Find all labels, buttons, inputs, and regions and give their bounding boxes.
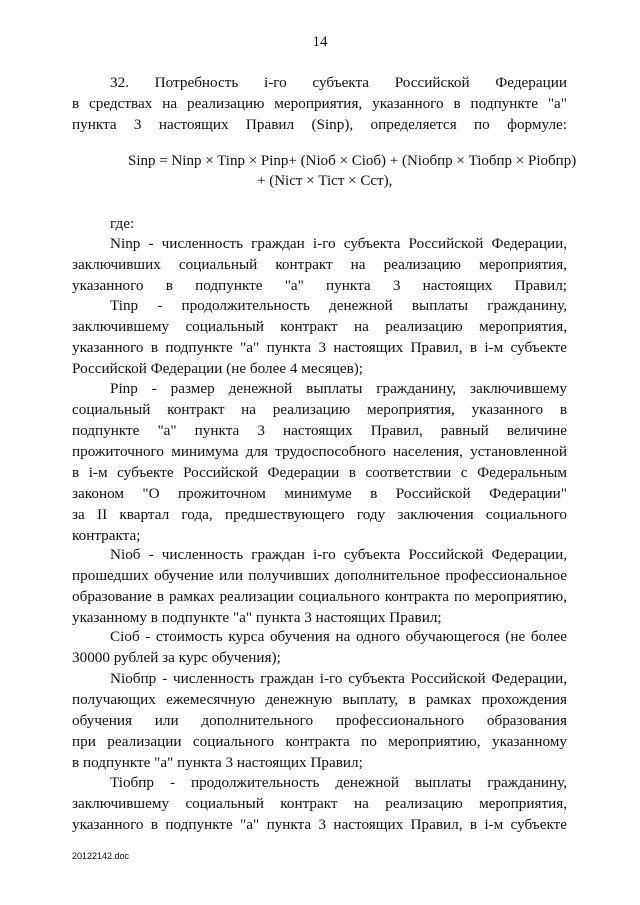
text-line: при реализации социального контракта по мероприятию, указанному [72, 733, 567, 750]
text-line: 32. Потребность i-го субъекта Российской Федерации [110, 74, 567, 91]
definition-tinp [72, 295, 567, 379]
formula-line-1: Sinp = Ninp × Tinp × Pinp+ (Niоб × Ciоб) + (Niобпр × Tiобпр × Piобпр) [128, 153, 577, 169]
text-line: Pinp - размер денежной выплаты гражданину, заключившему [110, 380, 567, 397]
text-line: пункта 3 настоящих Правил (Sinp), определяется по формуле: [72, 116, 567, 133]
text-line: получающих ежемесячную денежную выплату, в рамках прохождения [72, 691, 567, 708]
text-line: подпункте "а" пункта 3 настоящих Правил, равный величине [72, 422, 567, 439]
text-line: где: [110, 215, 135, 232]
file-name-footer: 20122142.doc [72, 851, 130, 861]
text-line: законом "О прожиточном минимуме в Российской Федерации" [72, 485, 567, 502]
text-line: обучения или дополнительного профессионального образования [72, 712, 567, 729]
definition-tiobpr [72, 772, 567, 835]
text-line: в подпункте "а" пункта 3 настоящих Правил; [72, 754, 363, 771]
text-line: в i-м субъекте Российской Федерации в соответствии с Федеральным [72, 464, 567, 481]
definition-niob [72, 544, 567, 628]
text-line: Tinp - продолжительность денежной выплаты гражданину, [110, 297, 567, 314]
text-line: заключивших социальный контракт на реализацию мероприятия, [72, 256, 567, 273]
text-line: прошедших обучение или получивших дополнительное профессиональное [72, 567, 567, 584]
formula-line-2: + (Nicт × Ticт × Ccт), [257, 173, 393, 189]
text-line: 30000 рублей за курс обучения); [72, 649, 281, 666]
text-line: указанного в подпункте "а" пункта 3 настоящих Правил; [72, 277, 567, 294]
page-number: 14 [312, 34, 328, 50]
text-line: в средствах на реализацию мероприятия, указанного в подпункте "а" [72, 95, 567, 112]
text-line: Ninp - численность граждан i-го субъекта Российской Федерации, [110, 235, 567, 252]
text-line: указанного в подпункте "а" пункта 3 настоящих Правил, в i-м субъекте [72, 816, 567, 833]
definition-ciob [72, 626, 567, 668]
definition-pinp [72, 378, 567, 546]
text-line: за II квартал года, предшествующего году заключения социального [72, 506, 567, 523]
text-line: Tiобпр - продолжительность денежной выплаты гражданину, [110, 774, 567, 791]
text-line: Ciоб - стоимость курса обучения на одного обучающегося (не более [110, 628, 567, 645]
text-line: заключившему социальный контракт на реализацию мероприятия, [72, 318, 567, 335]
text-line: Российской Федерации (не более 4 месяцев); [72, 360, 364, 377]
text-line: заключившему социальный контракт на реализацию мероприятия, [72, 795, 567, 812]
text-line: указанному в подпункте "а" пункта 3 настоящих Правил; [72, 609, 442, 626]
text-line: образование в рамках реализации социального контракта по мероприятию, [72, 588, 567, 605]
text-line: Niоб - численность граждан i-го субъекта Российской Федерации, [110, 546, 567, 563]
formula [72, 151, 577, 191]
intro-paragraph [72, 72, 567, 135]
text-line: социальный контракт на реализацию мероприятия, указанного в [72, 401, 567, 418]
where-label [72, 213, 567, 234]
text-line: контракта; [72, 527, 141, 544]
text-line: Niобпр - численность граждан i-го субъекта Российской Федерации, [110, 670, 567, 687]
text-line: указанного в подпункте "а" пункта 3 настоящих Правил, в i-м субъекте [72, 339, 567, 356]
definition-ninp [72, 233, 567, 296]
definition-niobpr [72, 668, 567, 773]
text-line: прожиточного минимума для трудоспособного населения, установленной [72, 443, 567, 460]
